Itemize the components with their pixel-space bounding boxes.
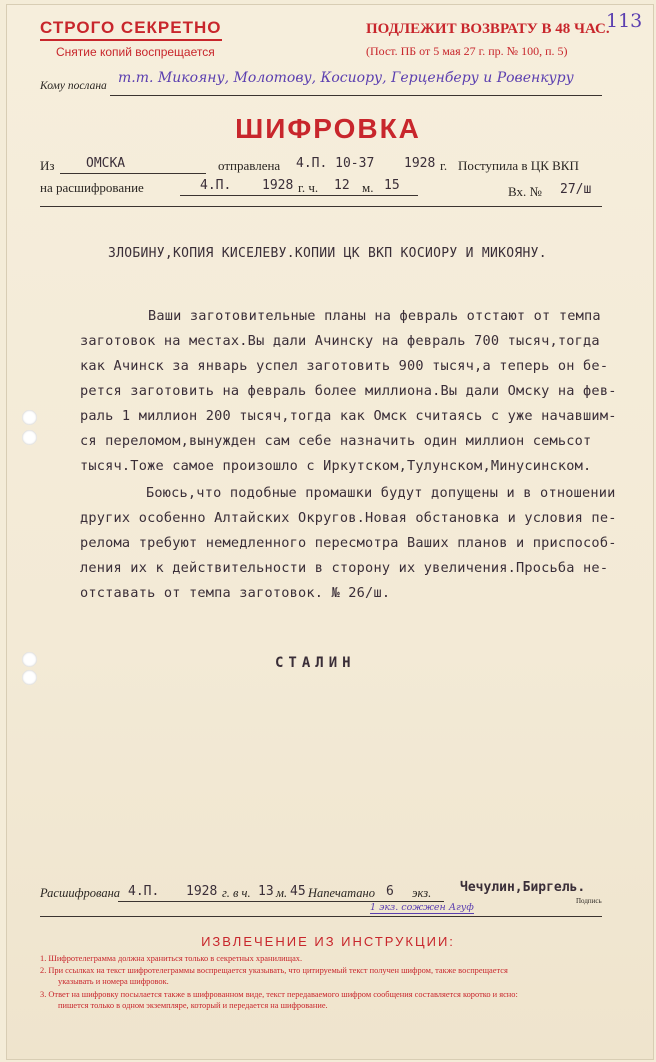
decrypt-date: 4.П. <box>200 178 232 193</box>
sent-value: 4.П. 10-37 <box>296 156 375 171</box>
body-line: Ваши заготовительные планы на февраль отстают от темпа <box>148 308 601 324</box>
sent-year: 1928 <box>404 156 436 171</box>
decrypted-hour-label: г. в ч. <box>222 886 251 900</box>
signature-caption: Подпись <box>576 897 602 905</box>
instructions-heading: ИЗВЛЕЧЕНИЕ ИЗ ИНСТРУКЦИИ: <box>201 934 455 949</box>
printed-label: Напечатано <box>308 886 376 900</box>
decrypted-date: 4.П. <box>128 884 160 899</box>
decrypt-min-label: м. <box>362 180 374 195</box>
decrypt-label: на расшифрование <box>40 180 144 195</box>
decrypted-hour: 13 <box>258 884 274 899</box>
decrypt-line <box>180 195 418 196</box>
body-line: ления их к действительности в сторону их увеличения.Просьба не- <box>80 560 609 576</box>
sent-label: отправлена <box>218 158 281 173</box>
punch-hole <box>22 670 37 685</box>
decrypt-year: 1928 <box>262 178 294 193</box>
body-line: релома требуют немедленного пересмотра Ваших планов и приспособ- <box>80 535 617 551</box>
archive-page-number: 113 <box>606 10 643 32</box>
punch-hole <box>22 410 37 425</box>
body-line: Боюсь,что подобные промашки будут допущены и в отношении <box>146 485 616 501</box>
return-notice: ПОДЛЕЖИТ ВОЗВРАТУ В 48 ЧАС. <box>366 21 610 37</box>
decrypted-year: 1928 <box>186 884 218 899</box>
footer-divider <box>40 916 602 917</box>
punch-hole <box>22 430 37 445</box>
incoming-label: Вх. № <box>508 184 542 199</box>
sent-year-suffix: г. <box>440 158 448 173</box>
decrypted-label: Расшифрована <box>40 886 121 900</box>
decrypted-min-label: м. <box>276 886 288 900</box>
body-line: отставать от темпа заготовок. № 26/ш. <box>80 585 391 601</box>
body-line: других особенно Алтайских Округов.Новая обстановка и условия пе- <box>80 510 617 526</box>
body-line: тысяч.Тоже самое произошло с Иркутском,Тулунском,Минусинском. <box>80 458 592 474</box>
instruction-item: 2. При ссылках на текст шифротелеграммы воспрещается указывать, что цитируемый текст получен шифром, также воспрещается <box>40 966 508 975</box>
instruction-item: 3. Ответ на шифровку посылается также в шифрованном виде, текст передаваемого шифром сообщения составляется коротко и ясно: <box>40 990 518 999</box>
from-value: ОМСКА <box>86 156 126 171</box>
sent-to-line <box>110 95 602 96</box>
body-line: как Ачинск за январь успел заготовить 900 тысяч,а теперь он бе- <box>80 358 609 374</box>
body-line: заготовок на местах.Вы дали Ачинску на февраль 700 тысяч,тогда <box>80 333 600 349</box>
secrecy-stamp: СТРОГО СЕКРЕТНО <box>40 18 222 41</box>
decrypt-hour: 12 <box>334 178 350 193</box>
punch-hole <box>22 652 37 667</box>
decrypt-min: 15 <box>384 178 400 193</box>
addressees-line: ЗЛОБИНУ,КОПИЯ КИСЕЛЕВУ.КОПИИ ЦК ВКП КОСИОРУ И МИКОЯНУ. <box>108 246 547 261</box>
body-line: рется заготовить на февраль более миллиона.Вы дали Омску на фев- <box>80 383 617 399</box>
signature-stalin: СТАЛИН <box>275 655 356 671</box>
from-line <box>60 173 206 174</box>
instruction-item: указывать и номера шифровок. <box>58 977 169 986</box>
order-reference: (Пост. ПБ от 5 мая 27 г. пр. № 100, п. 5) <box>366 44 568 58</box>
body-line: раль 1 миллион 200 тысяч,тогда как Омск считаясь с уже начавшим- <box>80 408 617 424</box>
instruction-item: 1. Шифротелеграмма должна храниться только в секретных хранилищах. <box>40 954 303 963</box>
body-line: ся переломом,вынужден сам себе назначить один миллион семьсот <box>80 433 592 449</box>
no-copies-note: Снятие копий воспрещается <box>56 45 215 59</box>
incoming-value: 27/ш <box>560 182 592 197</box>
header-divider <box>40 206 602 207</box>
copies-label: экз. <box>412 886 432 900</box>
sent-to-label: Кому послана <box>40 80 107 92</box>
footer-signers: Чечулин,Биргель. <box>460 880 586 895</box>
sent-to-handwritten: т.т. Микояну, Молотову, Косиору, Герценберу и Ровенкуру <box>118 70 574 86</box>
decrypted-min: 45 <box>290 884 306 899</box>
handwritten-copy-note: 1 экз. сожжен Агуф <box>370 902 474 913</box>
from-label: Из <box>40 158 55 173</box>
instruction-item: пишется только в одном экземпляре, который и передается на шифрование. <box>58 1001 328 1010</box>
decrypt-hour-label: г. ч. <box>298 180 319 195</box>
document-title: ШИФРОВКА <box>235 113 421 144</box>
printed-value: 6 <box>386 884 394 899</box>
received-label: Поступила в ЦК ВКП <box>458 158 579 173</box>
